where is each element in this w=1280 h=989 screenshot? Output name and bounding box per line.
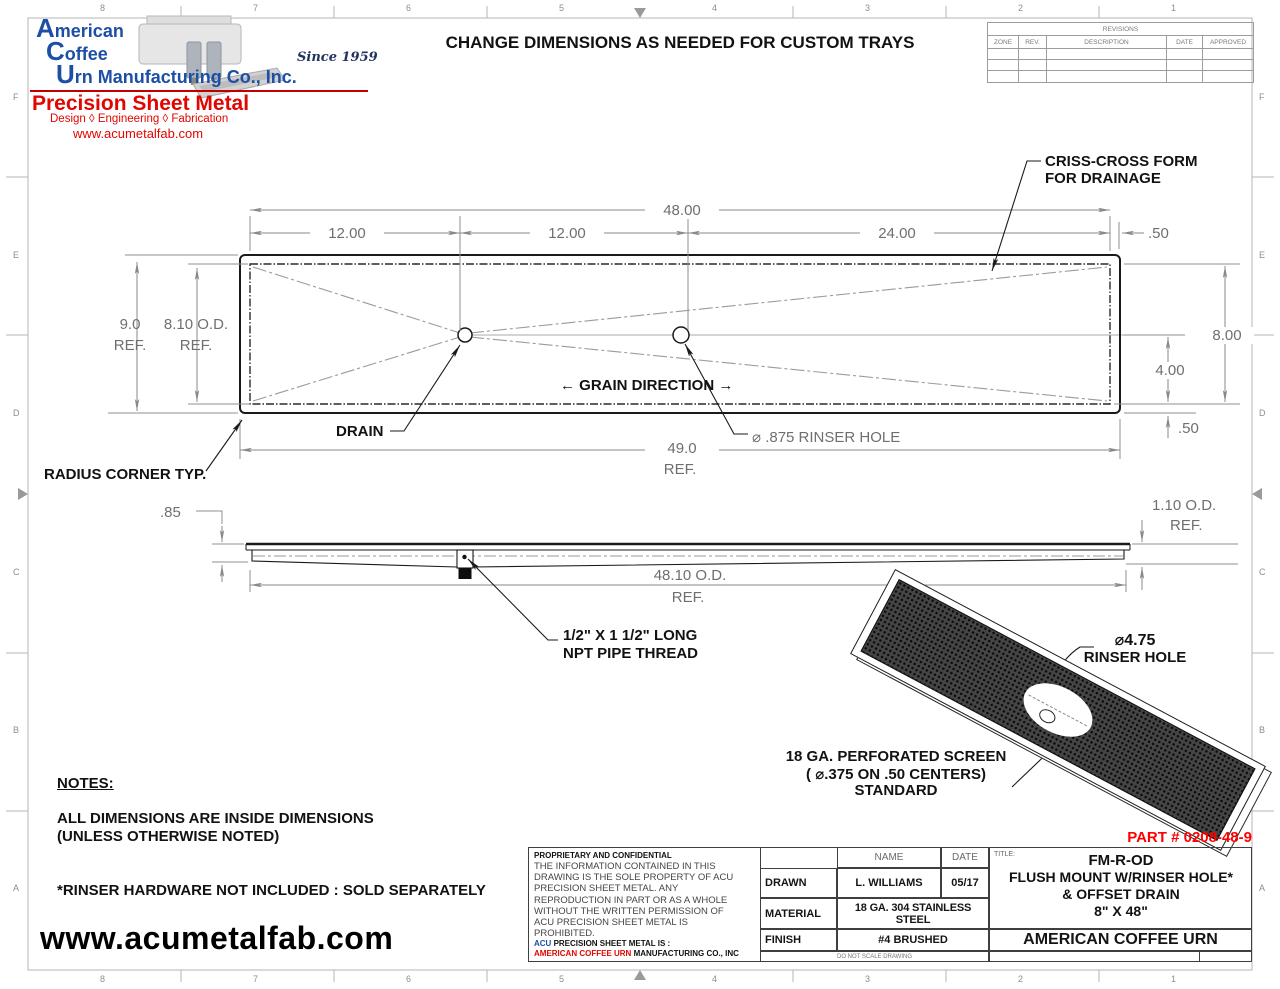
dim-48-00: 48.00 <box>645 202 719 219</box>
iso-perforated-tray <box>850 569 1266 851</box>
zone-top-4: 4 <box>712 3 718 13</box>
note-rinser-hardware: *RINSER HARDWARE NOT INCLUDED : SOLD SEPARATELY <box>57 882 486 899</box>
proprietary-footer <box>534 939 739 959</box>
zone-top-3: 3 <box>865 3 871 13</box>
dim-12-00-a: 12.00 <box>310 225 384 242</box>
logo-website-link[interactable]: www.acumetalfab.com <box>73 126 204 141</box>
revisions-empty-cell <box>1018 59 1046 70</box>
label-grain-direction: ← GRAIN DIRECTION → <box>560 377 734 394</box>
revisions-empty-cell <box>1202 59 1253 70</box>
proprietary-heading: PROPRIETARY AND CONFIDENTIAL <box>534 851 672 860</box>
row-label-finish: FINISH <box>761 929 837 951</box>
mfg-rest: MANUFACTURING CO., INC <box>631 949 739 958</box>
revisions-empty-cell <box>1202 70 1253 82</box>
zone-bottom-1: 1 <box>1171 974 1177 984</box>
label-screen-line1: 18 GA. PERFORATED SCREEN <box>785 748 1007 765</box>
logo-line-american: American <box>36 13 124 43</box>
zone-bottom-4: 4 <box>712 974 718 984</box>
revisions-title: REVISIONS <box>1102 25 1139 33</box>
dim-8-10-od: 8.10 O.D. <box>163 316 229 333</box>
dim-50-flange-right: .50 <box>1178 420 1199 437</box>
dim-48-10-od: 48.10 O.D. <box>630 567 750 584</box>
label-radius-corner: RADIUS CORNER TYP. <box>44 466 207 483</box>
label-rinser-hole-875: ⌀ .875 RINSER HOLE <box>752 429 901 446</box>
footer-website[interactable]: www.acumetalfab.com <box>40 920 394 956</box>
dim-12-00-b: 12.00 <box>530 225 604 242</box>
zone-right-a: A <box>1259 883 1266 893</box>
zone-bottom-6: 6 <box>406 974 412 984</box>
zone-bottom-8: 8 <box>100 974 106 984</box>
dim-4-00: 4.00 <box>1143 362 1197 379</box>
revisions-empty-cell <box>1046 48 1166 59</box>
drawn-name: L. WILLIAMS <box>837 868 941 898</box>
revisions-col-description: DESCRIPTION <box>1046 35 1166 48</box>
revisions-empty-cell <box>1166 59 1202 70</box>
logo-tagline: Precision Sheet Metal <box>32 92 250 115</box>
dim-48-10-od-ref: REF. <box>671 589 705 606</box>
revisions-col-rev: REV. <box>1018 35 1046 48</box>
footer-row-divider <box>1199 952 1200 962</box>
logo-services: Design ◊ Engineering ◊ Fabrication <box>50 113 229 125</box>
dim-1-10-od-ref: REF. <box>1170 517 1203 534</box>
zone-left-d: D <box>13 408 20 418</box>
revisions-col-approved: APPROVED <box>1202 35 1253 48</box>
do-not-scale-note: DO NOT SCALE DRAWING <box>761 951 989 961</box>
title-description-1: FLUSH MOUNT W/RINSER HOLE* <box>1009 869 1233 885</box>
dim-1-10-od: 1.10 O.D. <box>1152 497 1217 514</box>
header-note: CHANGE DIMENSIONS AS NEEDED FOR CUSTOM TRAYS <box>445 33 915 52</box>
title-size: 8" X 48" <box>1094 903 1148 919</box>
label-iso-rinser-hole: RINSER HOLE <box>1083 649 1187 666</box>
label-crisscross-line1: CRISS-CROSS FORM <box>1045 153 1198 170</box>
drawn-date: 05/17 <box>941 868 989 898</box>
zone-right-b: B <box>1259 725 1266 735</box>
col-header-name: NAME <box>837 848 941 868</box>
zone-top-1: 1 <box>1171 3 1177 13</box>
proprietary-cell <box>529 848 761 961</box>
col-header-date: DATE <box>941 848 989 868</box>
part-number: PART # 0208-48-9 <box>1127 829 1252 846</box>
zone-left-e: E <box>13 250 20 260</box>
finish-value: #4 BRUSHED <box>837 929 989 951</box>
revisions-empty-cell <box>1046 70 1166 82</box>
material-value: 18 GA. 304 STAINLESS STEEL <box>837 898 989 929</box>
label-screen-line2: ( ⌀.375 ON .50 CENTERS) <box>806 766 986 783</box>
dim-8-00: 8.00 <box>1200 327 1254 344</box>
dim-24-00: 24.00 <box>860 225 934 242</box>
row-label-drawn: DRAWN <box>761 868 837 898</box>
label-drain: DRAIN <box>336 423 384 440</box>
revisions-empty-cell <box>1046 59 1166 70</box>
revisions-empty-cell <box>1018 70 1046 82</box>
title-model: FM-R-OD <box>1088 852 1154 869</box>
zone-right-f: F <box>1259 92 1265 102</box>
revisions-col-date: DATE <box>1166 35 1202 48</box>
logo-since-1959: Since 1959 <box>297 50 378 65</box>
title-block <box>528 847 1252 962</box>
dim-9-0-ref: REF. <box>113 337 147 354</box>
label-screen-line3: STANDARD <box>854 782 938 799</box>
company-name: AMERICAN COFFEE URN <box>989 929 1251 951</box>
revisions-empty-cell <box>1018 48 1046 59</box>
revisions-empty-cell <box>988 59 1018 70</box>
label-crisscross-line2: FOR DRAINAGE <box>1045 170 1161 187</box>
label-npt-line1: 1/2" X 1 1/2" LONG <box>563 627 698 644</box>
dim-8-10-od-ref: REF. <box>179 337 213 354</box>
dim-49-0-ref: REF. <box>663 461 697 478</box>
note-inside-dimensions: ALL DIMENSIONS ARE INSIDE DIMENSIONS <box>57 810 374 827</box>
iso-perforated-screen <box>860 579 1255 841</box>
acu-abbrev: ACU <box>534 939 552 948</box>
zone-bottom-5: 5 <box>559 974 565 984</box>
revisions-empty-cell <box>1166 48 1202 59</box>
dim-85: .85 <box>160 504 181 521</box>
zone-right-d: D <box>1259 408 1266 418</box>
dim-49-0: 49.0 <box>645 440 719 457</box>
iso-rinser-centerline <box>1028 695 1087 727</box>
zone-bottom-2: 2 <box>1018 974 1024 984</box>
zone-top-6: 6 <box>406 3 412 13</box>
mfg-name-red: AMERICAN COFFEE URN <box>534 949 632 958</box>
revisions-empty-cell <box>1166 70 1202 82</box>
revisions-empty-cell <box>1202 48 1253 59</box>
dim-9-0: 9.0 <box>119 316 141 333</box>
title-block-footer-row <box>989 951 1251 961</box>
revisions-table <box>987 22 1254 83</box>
notes-heading: NOTES: <box>57 775 114 792</box>
revisions-empty-cell <box>988 48 1018 59</box>
zone-bottom-7: 7 <box>253 974 259 984</box>
zone-left-f: F <box>13 92 19 102</box>
label-iso-dia-475: ⌀4.75 <box>1114 632 1156 649</box>
zone-right-c: C <box>1259 567 1266 577</box>
dim-50-flange-top: .50 <box>1148 225 1169 242</box>
revisions-empty-cell <box>988 70 1018 82</box>
zone-left-a: A <box>13 883 20 893</box>
acu-rest: PRECISION SHEET METAL IS : <box>551 939 671 948</box>
zone-bottom-3: 3 <box>865 974 871 984</box>
title-cell <box>989 848 1251 929</box>
zone-top-8: 8 <box>100 3 106 13</box>
zone-left-c: C <box>13 567 20 577</box>
zone-right-e: E <box>1259 250 1266 260</box>
zone-top-2: 2 <box>1018 3 1024 13</box>
row-label-material: MATERIAL <box>761 898 837 929</box>
zone-top-5: 5 <box>559 3 565 13</box>
title-label: TITLE: <box>994 851 1016 858</box>
note-unless-otherwise: (UNLESS OTHERWISE NOTED) <box>57 828 280 845</box>
zone-top-7: 7 <box>253 3 259 13</box>
iso-rinser-hole <box>1015 672 1102 747</box>
title-description-2: & OFFSET DRAIN <box>1062 886 1180 902</box>
revisions-col-zone: ZONE <box>988 35 1018 48</box>
logo-line-urn: Urn Manufacturing Co., Inc. <box>56 59 297 89</box>
logo-line-coffee: Coffee <box>46 36 108 66</box>
label-npt-line2: NPT PIPE THREAD <box>563 645 699 662</box>
proprietary-body: THE INFORMATION CONTAINED IN THIS DRAWING IS THE SOLE PROPERTY OF ACU PRECISION SHEET METAL. ANY REPRODUCTION IN PART OR AS A WHOLE WITHOUT THE WRITTEN PERMISSION OF ACU PRECISION SHEET METAL IS PROHIBITED. <box>534 861 734 940</box>
zone-left-b: B <box>13 725 20 735</box>
